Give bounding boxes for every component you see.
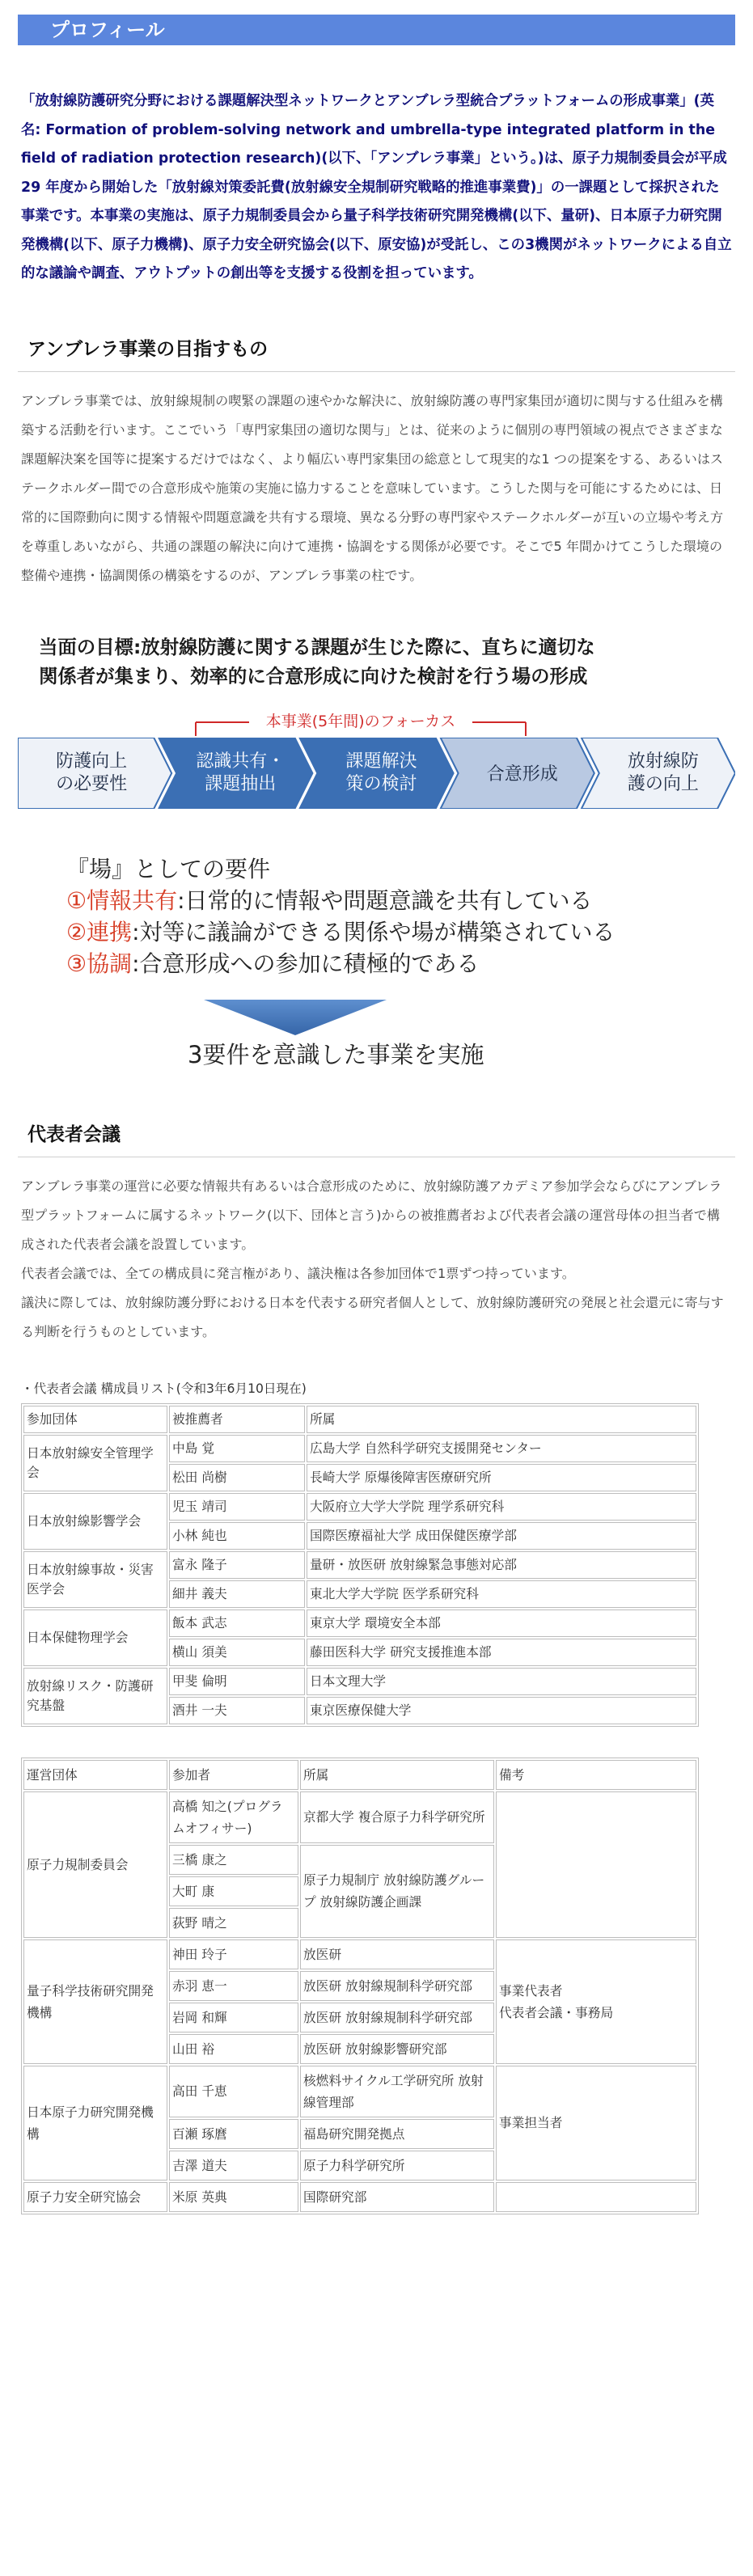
table-row [23,1551,696,1579]
members-table [21,1403,699,1727]
process-step-label: 放射線防 [627,751,699,772]
affiliation-cell: 国際研究部 [300,2182,494,2212]
table-row [23,1668,696,1695]
member-name-cell: 松田 尚樹 [169,1464,305,1491]
org-cell: 日本放射線事故・災害医学会 [23,1551,167,1608]
process-step-label: 護の向上 [627,773,699,794]
affiliation-cell: 東京医療保健大学 [307,1697,696,1724]
table-row [23,1609,696,1637]
column-header: 所属 [300,1760,494,1790]
goal-heading [18,632,735,691]
affiliation-cell: 量研・放医研 放射線緊急事態対応部 [307,1551,696,1579]
table-row [23,1435,696,1462]
process-step-label: 策の検討 [345,773,417,794]
council-body-1: アンブレラ事業の運営に必要な情報共有あるいは合意形成のために、放射線防護アカデミア参加学会ならびにアンブレラ型プラットフォームに属するネットワーク(以下、団体と言う)からの被推薦者および代表者会議の運営母体の担当者で構成された代表者会議を設置しています。 [21,1178,722,1252]
council-heading: 代表者会議 [27,1123,121,1145]
member-name-cell: 酒井 一夫 [169,1697,305,1724]
affiliation-cell: 長崎大学 原爆後障害医療研究所 [307,1464,696,1491]
operators-table [21,1758,699,2214]
profile-page [0,15,753,2231]
process-step-label: 認識共有・ [196,751,286,772]
council-body [18,1172,735,1347]
aim-body: アンブレラ事業では、放射線規制の喫緊の課題の速やかな解決に、放射線防護の専門家集団が適切に関与する仕組みを構築する活動を行います。ここでいう「専門家集団の適切な関与」とは、従来のように個別の専門領域の視点でさまざまな課題解決案を国等に提案するだけではなく、より幅広い専門家集団の総意として現実的な1 つの提案をする、あるいはステークホルダー間での合意形成や施策の実施に協力することを意味しています。こうした関与を可能にするためには、日常的に国際動向に関する情報や問題意識を共有する環境、異なる分野の専門家やステークホルダーが互いの立場や考え方を尊重しあいながら、共通の課題の解決に向けて連携・協調をする関係が必要です。そこで5 年間かけてこうした環境の整備や連携・協調関係の構築をするのが、アンブレラ事業の柱です。 [21,392,724,583]
affiliation-cell: 東北大学大学院 医学系研究科 [307,1580,696,1608]
process-step-label: 課題解決 [345,751,417,772]
affiliation-cell: 福島研究開発拠点 [300,2119,494,2149]
table-header-row [23,1406,696,1433]
aim-heading: アンブレラ事業の目指すもの [27,338,269,360]
operator-org-cell: 原子力規制委員会 [23,1791,167,1938]
page-bottom-spacer [18,2214,735,2231]
process-step-label: の必要性 [56,773,128,794]
affiliation-cell: 藤田医科大学 研究支援推進本部 [307,1639,696,1666]
org-cell: 日本放射線安全管理学会 [23,1435,167,1491]
process-step-label: 課題抽出 [205,773,277,794]
council-body-3: 議決に際しては、放射線防護分野における日本を代表する研究者個人として、放射線防護研究の発展と社会還元に寄与する判断を行うものとしています。 [21,1294,724,1339]
table-row [23,2182,696,2212]
goal-figure [18,632,735,1085]
section-divider [18,371,735,372]
note-cell [496,1791,696,1938]
participant-cell: 高橋 知之(プログラムオフィサー) [169,1791,298,1843]
column-header: 備考 [496,1760,696,1790]
column-header: 参加者 [169,1760,298,1790]
focus-bracket [194,712,527,736]
requirements-block [66,854,730,979]
requirement-1 [66,885,730,916]
table-header-row [23,1760,696,1790]
affiliation-cell: 日本文理大学 [307,1668,696,1695]
table-row [23,1493,696,1521]
column-header: 被推薦者 [169,1406,305,1433]
requirement-text: :合意形成への参加に積極的である [132,950,480,977]
table-row [23,2066,696,2117]
org-cell: 日本保健物理学会 [23,1609,167,1666]
process-step-label: 合意形成 [486,763,558,785]
requirement-keyword: 情報共有 [87,886,178,914]
affiliation-cell: 大阪府立大学大学院 理学系研究科 [307,1493,696,1521]
affiliation-cell: 原子力科学研究所 [300,2151,494,2181]
affiliation-cell: 放医研 放射線規制科学研究部 [300,2003,494,2032]
participant-cell: 荻野 晴之 [169,1908,298,1938]
participant-cell: 米原 英典 [169,2182,298,2212]
member-name-cell: 横山 須美 [169,1639,305,1666]
process-arrows [18,738,735,809]
profile-banner: プロフィール [18,15,735,45]
participant-cell: 神田 玲子 [169,1939,298,1969]
member-name-cell: 飯本 武志 [169,1609,305,1637]
affiliation-cell: 広島大学 自然科学研究支援開発センター [307,1435,696,1462]
process-step-arrow [18,738,171,809]
member-name-cell: 甲斐 倫明 [169,1668,305,1695]
goal-line-2: 関係者が集まり、効率的に合意形成に向けた検討を行う場の形成 [39,664,588,687]
affiliation-cell: 東京大学 環境安全本部 [307,1609,696,1637]
affiliation-cell: 放医研 放射線規制科学研究部 [300,1971,494,2001]
process-step-arrow [299,738,453,809]
requirement-text: :対等に議論ができる関係や場が構築されている [132,918,616,945]
requirement-2 [66,916,730,948]
column-header: 参加団体 [23,1406,167,1433]
column-header: 運営団体 [23,1760,167,1790]
operator-org-cell: 日本原子力研究開発機構 [23,2066,167,2181]
member-name-cell: 富永 隆子 [169,1551,305,1579]
participant-cell: 百瀬 琢麿 [169,2119,298,2149]
intro-paragraph: 「放射線防護研究分野における課題解決型ネットワークとアンブレラ型統合プラットフォームの形成事業」(英名: Formation of problem-solving network and umbrella-type integrated platform in the field of radiation protection research)(以下、「アンブレラ事業」という。)は、原子力規制委員会が平成29 年度から開始した「放射線対策委託費(放射線安全規制研究戦略的推進事業費)」の一課題として採択された事業です。本事業の実施は、原子力規制委員会から量子科学技術研究開発機構(以下、量研)、日本原子力研究開発機構(以下、原子力機構)、原子力安全研究協会(以下、原安協)が受託し、この3機関がネットワークによる自立的な議論や調査、アウトプットの創出等を支援する役割を担っています。 [21,93,732,281]
participant-cell: 岩岡 和輝 [169,2003,298,2032]
note-cell [496,2182,696,2212]
affiliation-cell: 核燃料サイクル工学研究所 放射線管理部 [300,2066,494,2117]
requirement-number: ② [66,918,87,945]
operator-org-cell: 原子力安全研究協会 [23,2182,167,2212]
participant-cell: 大町 康 [169,1876,298,1906]
members-list-caption: ・代表者会議 構成員リスト(令和3年6月10日現在) [21,1381,307,1396]
org-cell: 日本放射線影響学会 [23,1493,167,1550]
participant-cell: 山田 裕 [169,2034,298,2064]
participant-cell: 赤羽 恵一 [169,1971,298,2001]
member-name-cell: 細井 義夫 [169,1580,305,1608]
process-step-label: 防護向上 [56,751,128,772]
affiliation-cell: 放医研 放射線影響研究部 [300,2034,494,2064]
member-name-cell: 小林 純也 [169,1522,305,1550]
org-cell: 放射線リスク・防護研究基盤 [23,1668,167,1724]
participant-cell: 三橋 康之 [169,1845,298,1875]
requirement-number: ③ [66,950,87,977]
requirements-title: 『場』としての要件 [66,855,271,882]
affiliation-cell: 京都大学 複合原子力科学研究所 [300,1791,494,1843]
requirement-text: :日常的に情報や問題意識を共有している [177,886,593,914]
note-cell: 事業担当者 [496,2066,696,2181]
operator-org-cell: 量子科学技術研究開発機構 [23,1939,167,2064]
focus-label: 本事業(5年間)のフォーカス [265,712,456,730]
down-arrow-icon [204,1000,387,1035]
member-name-cell: 中島 覚 [169,1435,305,1462]
process-step-arrow [159,738,312,809]
conclusion-text: 3要件を意識した事業を実施 [188,1040,484,1068]
member-name-cell: 児玉 靖司 [169,1493,305,1521]
goal-line-1: 当面の目標:放射線防護に関する課題が生じた際に、直ちに適切な [39,635,595,658]
process-step-arrow [582,738,735,809]
table-row [23,1939,696,1969]
affiliation-cell: 放医研 [300,1939,494,1969]
requirement-3 [66,948,730,979]
participant-cell: 高田 千恵 [169,2066,298,2117]
participant-cell: 吉澤 道夫 [169,2151,298,2181]
note-cell: 事業代表者 代表者会議・事務局 [496,1939,696,2064]
table-row [23,1791,696,1843]
affiliation-cell: 国際医療福祉大学 成田保健医療学部 [307,1522,696,1550]
council-body-2: 代表者会議では、全ての構成員に発言権があり、議決権は各参加団体で1票ずつ持っています。 [21,1265,575,1281]
requirement-keyword: 協調 [87,950,133,977]
affiliation-cell: 原子力規制庁 放射線防護グループ 放射線防護企画課 [300,1845,494,1938]
requirement-keyword: 連携 [87,918,133,945]
column-header: 所属 [307,1406,696,1433]
requirement-number: ① [66,886,87,914]
